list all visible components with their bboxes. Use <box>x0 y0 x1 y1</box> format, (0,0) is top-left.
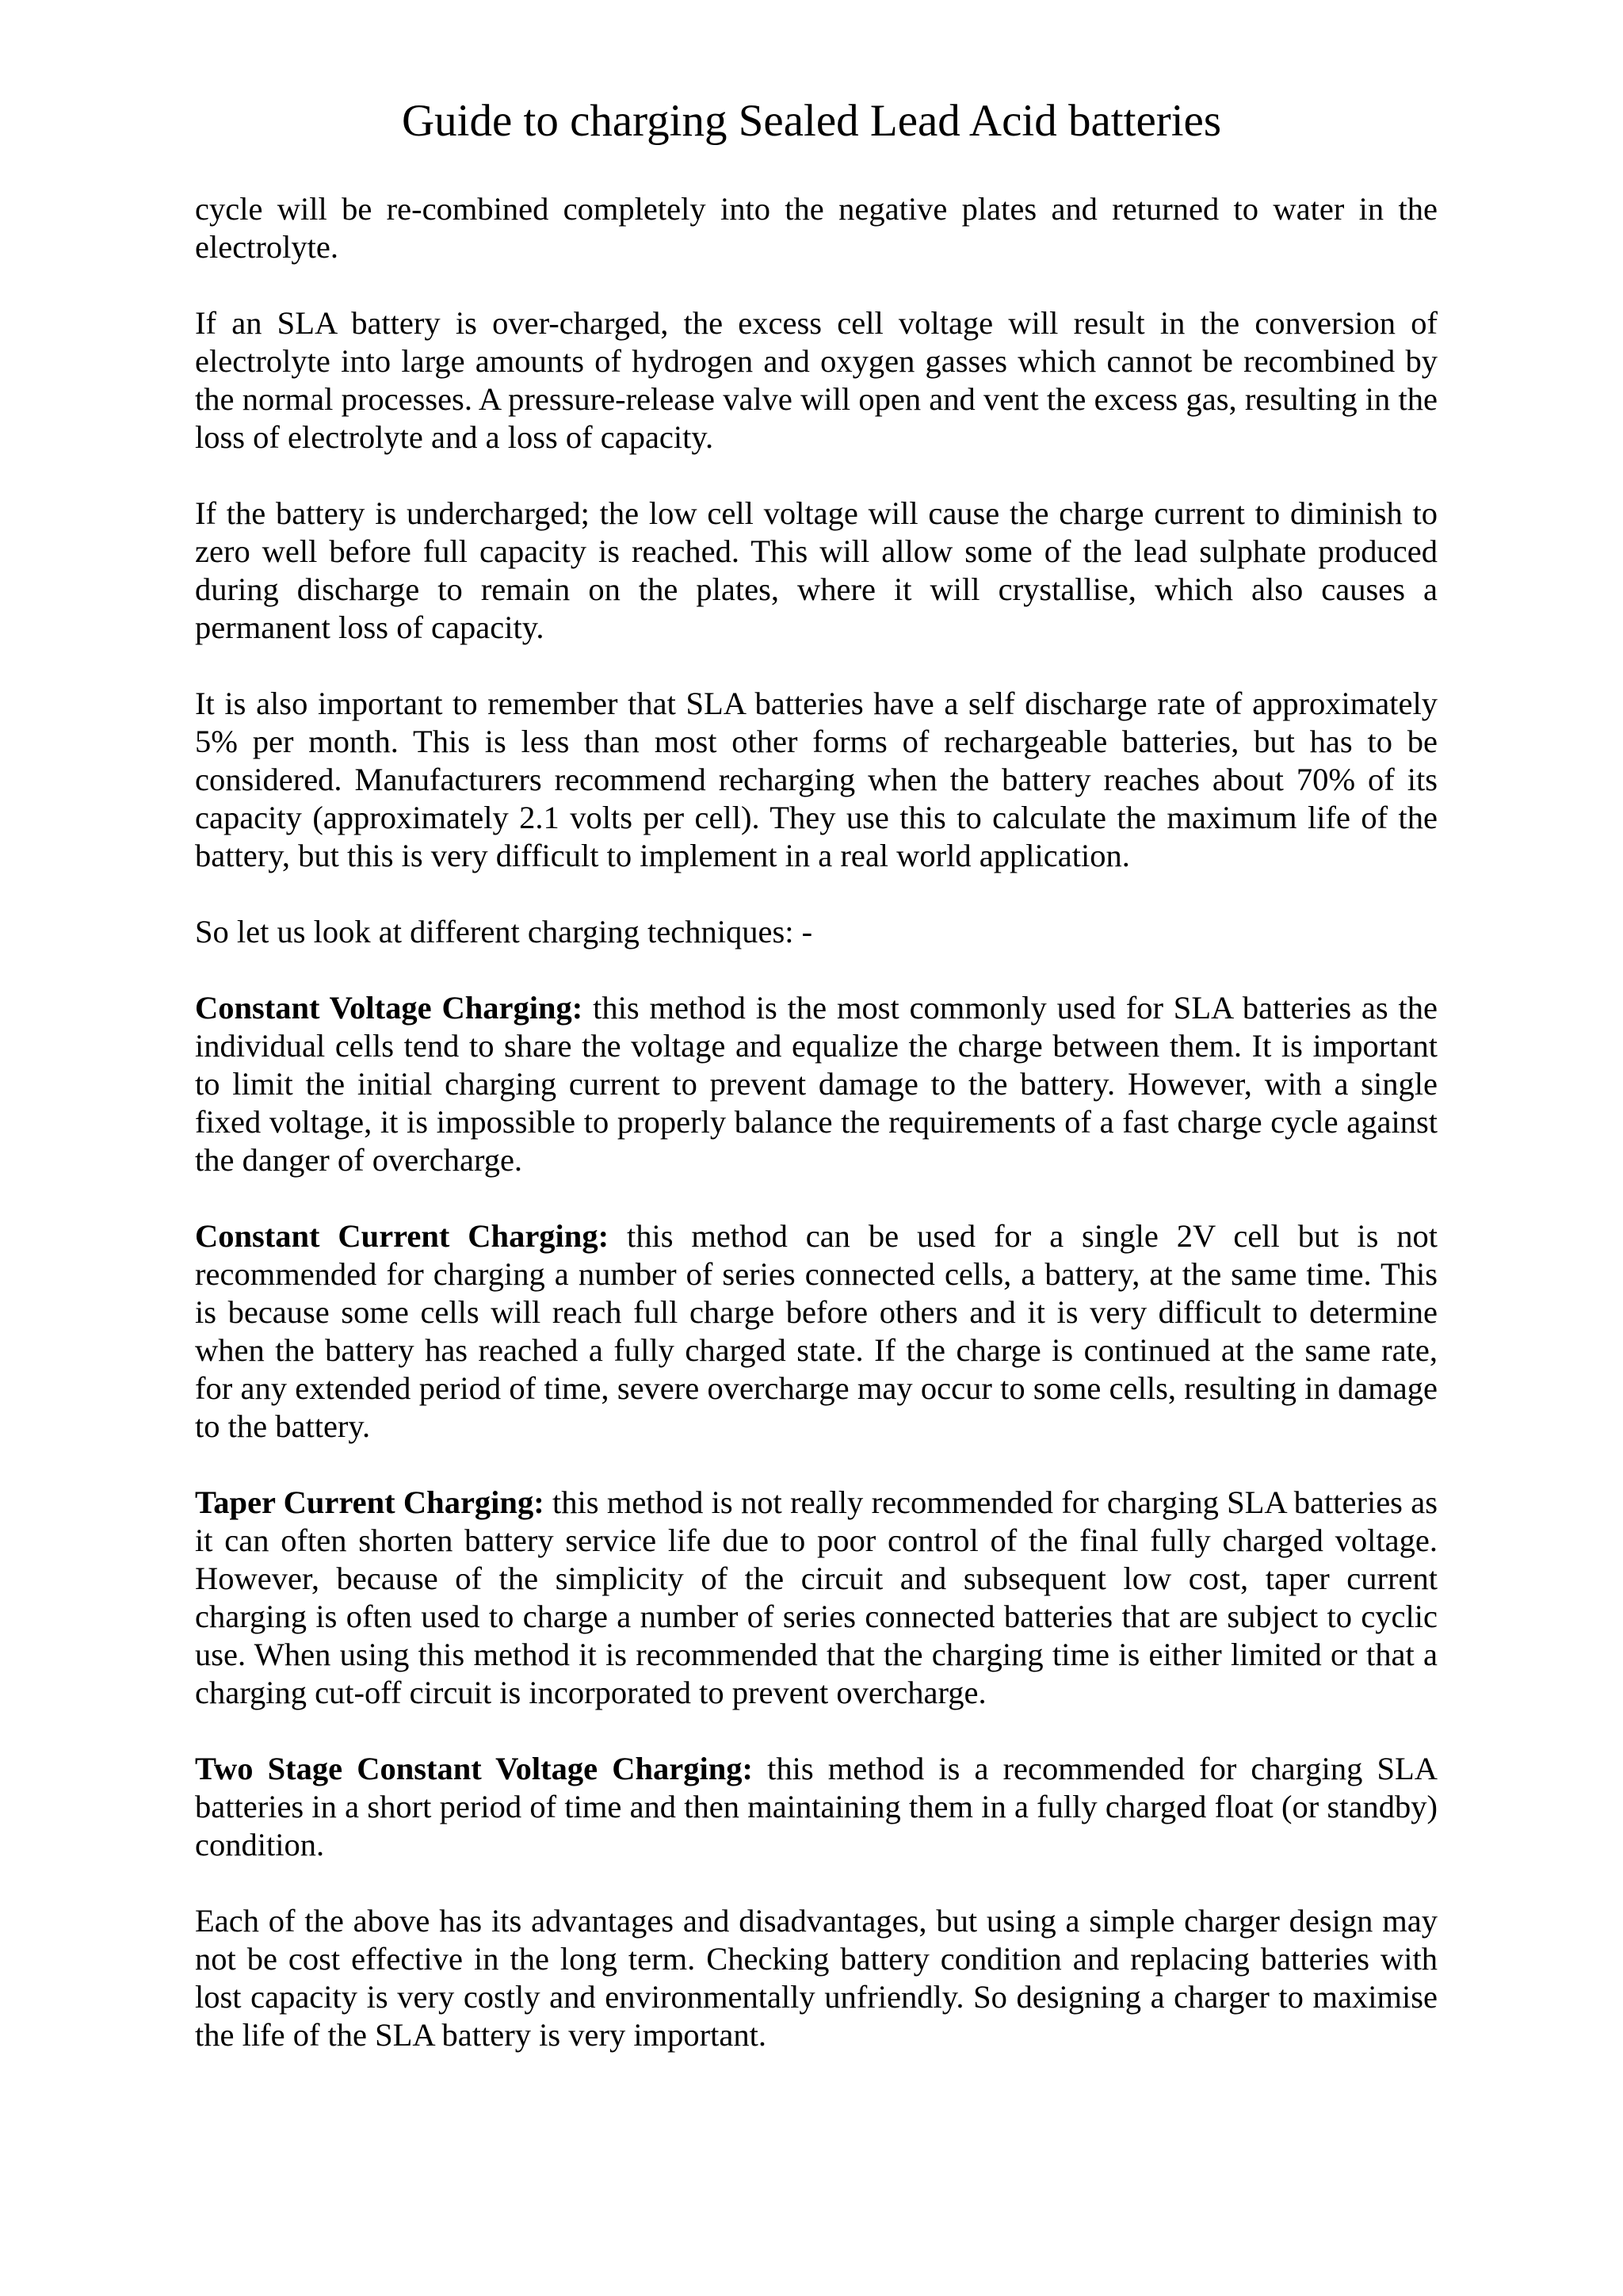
paragraph-text: If the battery is undercharged; the low cell voltage will cause the charge current to diminish to zero well before full capacity is reached. This will allow some of the lead sulphate produced during discharge to remain on the plates, where it will crystallise, which also causes a permanent loss of capacity. <box>195 495 1438 645</box>
paragraph-text: Each of the above has its advantages and disadvantages, but using a simple charger design may not be cost effective in the long term. Checking battery condition and replacing batteries with lost capacity is very costly and environmentally unfriendly. So designing a charger to maximise the life of the SLA battery is very important. <box>195 1903 1438 2053</box>
paragraph-undercharge <box>195 495 1438 647</box>
page-title: Guide to charging Sealed Lead Acid batteries <box>401 96 1222 146</box>
document-body <box>195 190 1438 2092</box>
paragraph-text: It is also important to remember that SLA batteries have a self discharge rate of approximately 5% per month. This is less than most other forms of rechargeable batteries, but has to be considered. Manufacturers recommend recharging when the battery reaches about 70% of its capacity (approximately 2.1 volts per cell). They use this to calculate the maximum life of the battery, but this is very difficult to implement in a real world application. <box>195 686 1438 873</box>
paragraph-constant-voltage <box>195 989 1438 1179</box>
paragraph-overcharge <box>195 304 1438 457</box>
paragraph-text: this method is the most commonly used for SLA batteries as the individual cells tend to share the voltage and equalize the charge between them. It is important to limit the initial charging current to prevent damage to the battery. However, with a single fixed voltage, it is impossible to properly balance the requirements of a fast charge cycle against the danger of overcharge. <box>195 990 1438 1178</box>
paragraph-text: this method can be used for a single 2V cell but is not recommended for charging a number of series connected cells, a battery, at the same time. This is because some cells will reach full charge before others and it is very difficult to determine when the battery has reached a fully charged state. If the charge is continued at the same rate, for any extended period of time, severe overcharge may occur to some cells, resulting in damage to the battery. <box>195 1218 1438 1444</box>
paragraph-text: So let us look at different charging techniques: - <box>195 914 813 949</box>
paragraph-self-discharge <box>195 685 1438 875</box>
paragraph-text: If an SLA battery is over-charged, the excess cell voltage will result in the conversion of electrolyte into large amounts of hydrogen and oxygen gasses which cannot be recombined by the normal processes. A pressure-release valve will open and vent the excess gas, resulting in the loss of electrolyte and a loss of capacity. <box>195 305 1438 455</box>
paragraph-text: cycle will be re-combined completely into the negative plates and returned to water in the electrolyte. <box>195 191 1438 265</box>
paragraph-recombination <box>195 190 1438 266</box>
section-heading: Constant Voltage Charging: <box>195 990 583 1026</box>
paragraph-taper-current <box>195 1484 1438 1712</box>
paragraph-techniques-intro <box>195 913 1438 951</box>
paragraph-constant-current <box>195 1217 1438 1446</box>
paragraph-text: this method is a recommended for charging SLA batteries in a short period of time and then maintaining them in a fully charged float (or standby) condition. <box>195 1751 1438 1862</box>
section-heading: Two Stage Constant Voltage Charging: <box>195 1751 754 1786</box>
paragraph-text: this method is not really recommended for charging SLA batteries as it can often shorten battery service life due to poor control of the final fully charged voltage. However, because of the simplicity of the circuit and subsequent low cost, taper current charging is often used to charge a number of series connected batteries that are subject to cyclic use. When using this method it is recommended that the charging time is either limited or that a charging cut-off circuit is incorporated to prevent overcharge. <box>195 1484 1438 1710</box>
paragraph-two-stage <box>195 1750 1438 1864</box>
section-heading: Taper Current Charging: <box>195 1484 544 1520</box>
paragraph-conclusion <box>195 1902 1438 2054</box>
section-heading: Constant Current Charging: <box>195 1218 609 1254</box>
